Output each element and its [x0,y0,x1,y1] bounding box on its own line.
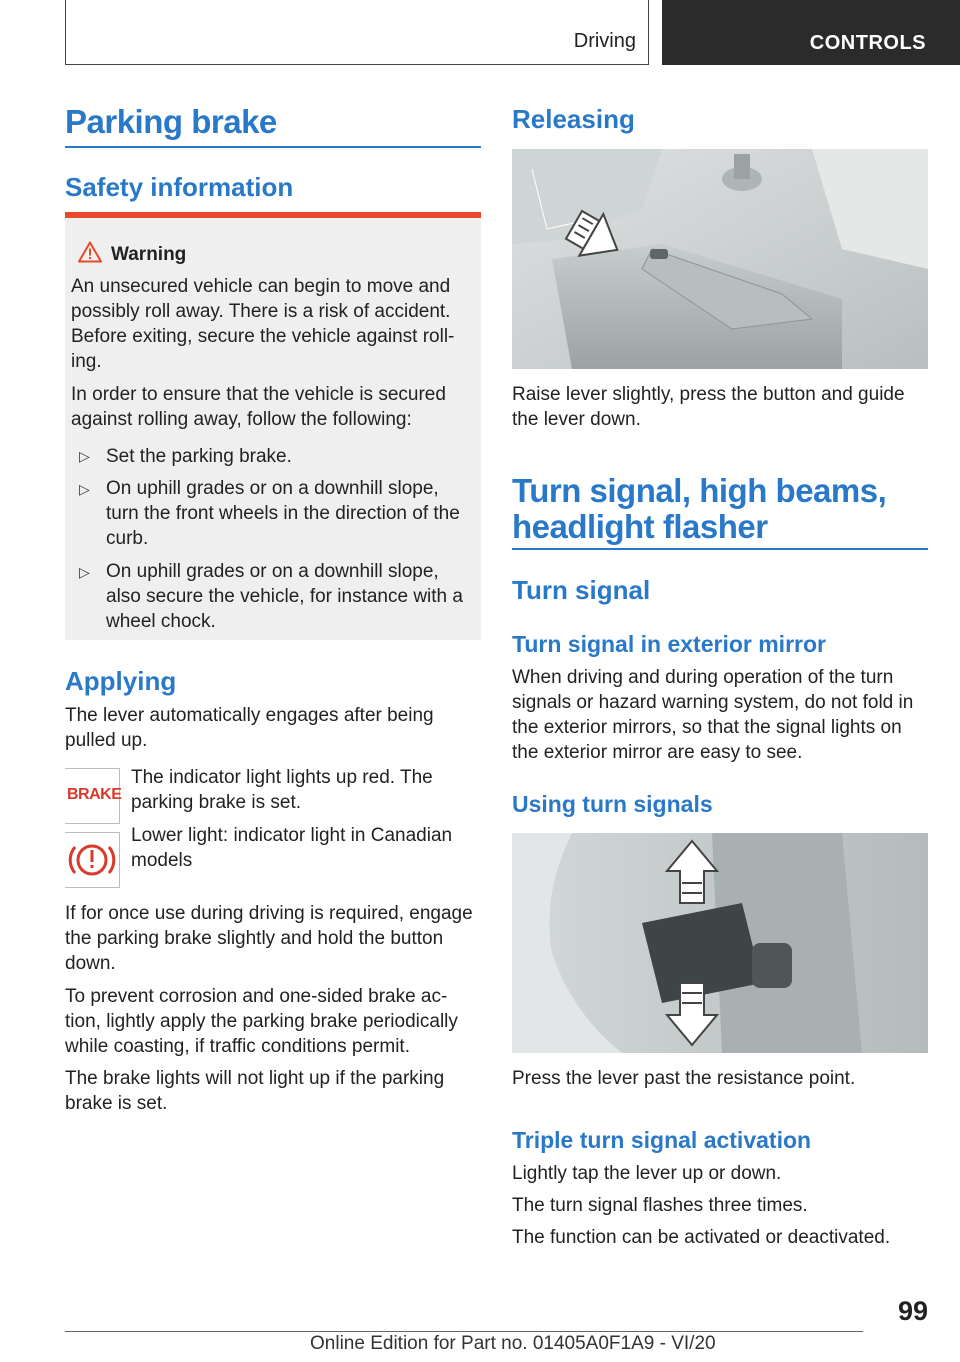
title-rule [65,146,481,148]
warning-bullet-2: On uphill grades or on a downhill slope, turn the front wheels in the direction of the curb. [106,478,460,549]
mirror-heading: Turn signal in exterior mirror [512,631,826,657]
parking-brake-lever-image [512,149,928,369]
turn-signal-rule [512,548,928,550]
paragraph-corrosion: To prevent corrosion and one-sided brake ac-tion, lightly apply the parking brake periodically while coasting, if traffic conditions permit. [65,986,458,1057]
warning-bullet-3: On uphill grades or on a downhill slope, also secure the vehicle, for instance with a wheel chock. [106,561,463,632]
bullet-icon: ▷ [79,481,90,497]
brake-indicator-text: The indicator light lights up red. The parking brake is set. [131,767,433,813]
page-number: 99 [897,1296,928,1326]
turn-signal-lever-image [512,833,928,1053]
applying-text: The lever automatically engages after being pulled up. [65,705,434,751]
page-title: Parking brake [65,103,277,140]
using-turn-signals-heading: Using turn signals [512,791,713,817]
turn-signal-title-line2: headlight flasher [512,508,768,545]
triple-text-1: Lightly tap the lever up or down. [512,1163,782,1184]
paragraph-once-use: If for once use during driving is required, engage the parking brake slightly and hold the button down. [65,903,473,974]
header-chapter-box [662,0,960,65]
safety-heading: Safety information [65,172,294,202]
triple-text-2: The turn signal flashes three times. [512,1195,808,1216]
warning-title: Warning [111,244,187,265]
header-section-box [65,0,649,65]
footer-rule [65,1331,863,1332]
bullet-icon: ▷ [79,564,90,580]
warning-icon [78,241,102,263]
using-turn-signals-text: Press the lever past the resistance point. [512,1068,856,1089]
brake-indicator-icon [65,768,120,824]
applying-heading: Applying [65,666,177,696]
footer-edition: Online Edition for Part no. 01405A0F1A9 - VI/20 [310,1333,716,1354]
mirror-text: When driving and during operation of the turn signals or hazard warning system, do not fold in the exterior mirrors, so that the signal lights on the exterior mirror are easy to see. [512,667,914,763]
releasing-heading: Releasing [512,104,635,134]
bullet-icon: ▷ [79,448,90,464]
triple-turn-signal-heading: Triple turn signal activation [512,1127,812,1153]
header-section: Driving [573,30,636,52]
header-chapter: CONTROLS [809,32,926,54]
paragraph-brake-lights: The brake lights will not light up if the parking brake is set. [65,1068,445,1114]
triple-text-3: The function can be activated or deactivated. [512,1227,891,1248]
warning-box [65,212,481,640]
turn-signal-title-line1: Turn signal, high beams, [512,472,887,509]
turn-signal-heading: Turn signal [512,575,651,605]
parking-brake-canada-icon [65,832,120,888]
canada-indicator-text: Lower light: indicator light in Canadian models [131,825,453,871]
warning-intro: An unsecured vehicle can begin to move and possibly roll away. There is a risk of accident. Before exiting, secure the vehicle against roll-ing. [71,276,455,372]
warning-follow: In order to ensure that the vehicle is secured against rolling away, follow the following: [71,384,446,430]
releasing-text: Raise lever slightly, press the button and guide the lever down. [512,384,905,430]
brake-indicator-label: BRAKE [67,786,122,803]
warning-bullet-1: Set the parking brake. [106,446,292,467]
